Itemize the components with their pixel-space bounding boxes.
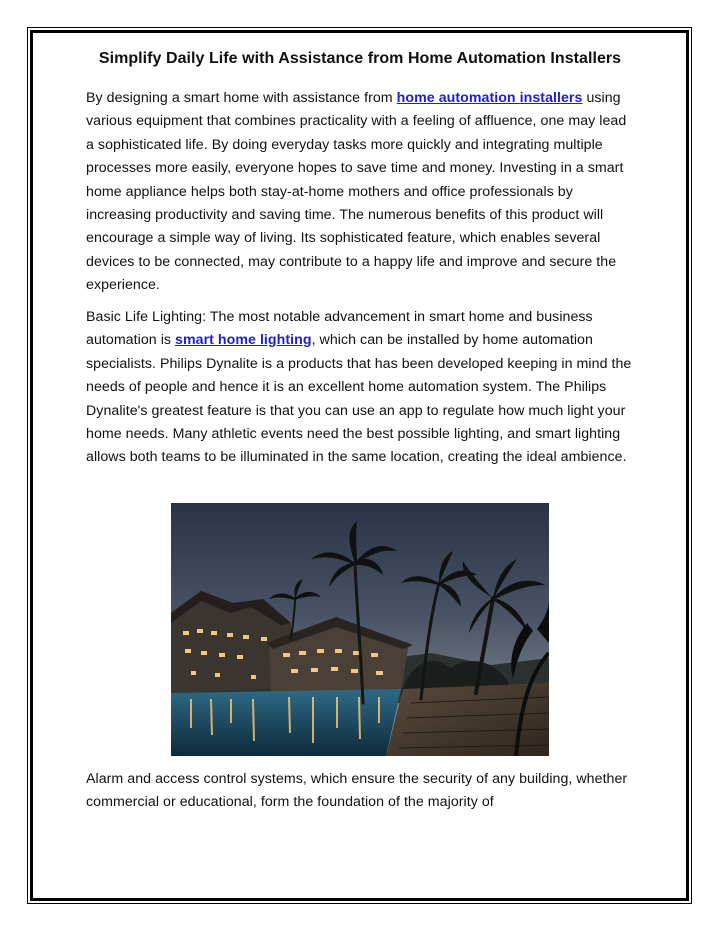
paragraph-intro-body: using various equipment that combines practicality with a feeling of affluence, one may lead a sophisticated life. By doing everyday tasks more quickly and integrating multiple processes more easily, everyone hopes to save time and money. Investing in a smart home appliance helps both stay-at-home mothers and office professionals by increasing productivity and saving time. The numerous benefits of this product will encourage a simple way of living. Its sophisticated feature, which enables several devices to be connected, may contribute to a happy life and improve and secure the experience. bbox=[86, 90, 627, 294]
home-automation-installers-link[interactable]: home automation installers bbox=[396, 90, 583, 106]
smart-home-lighting-link[interactable]: smart home lighting bbox=[175, 332, 312, 349]
paragraph-intro bbox=[86, 87, 638, 298]
paragraph-security: Alarm and access control systems, which ensure the security of any building, whether commercial or educational, form the foundation of the majority of bbox=[86, 771, 628, 811]
paragraph-lighting-lead: Basic Life Lighting: The most notable advancement in smart home and business automation is bbox=[86, 309, 593, 349]
paragraph-intro-lead: By designing a smart home with assistance from bbox=[86, 90, 397, 106]
paragraph-lighting bbox=[86, 306, 638, 470]
resort-pool-night-photo bbox=[171, 503, 549, 756]
page-title: Simplify Daily Life with Assistance from Home Automation Installers bbox=[98, 50, 622, 67]
paragraph-lighting-body: , which can be installed by home automation specialists. Philips Dynalite is a products that has been developed keeping in mind the needs of people and hence it is an excellent home automation system. The Philips Dynalite's greatest feature is that you can use an app to regulate how much light your home needs. Many athletic events need the best possible lighting, and smart lighting allows both teams to be illuminated in the same location, creating the ideal ambience. bbox=[86, 332, 632, 466]
